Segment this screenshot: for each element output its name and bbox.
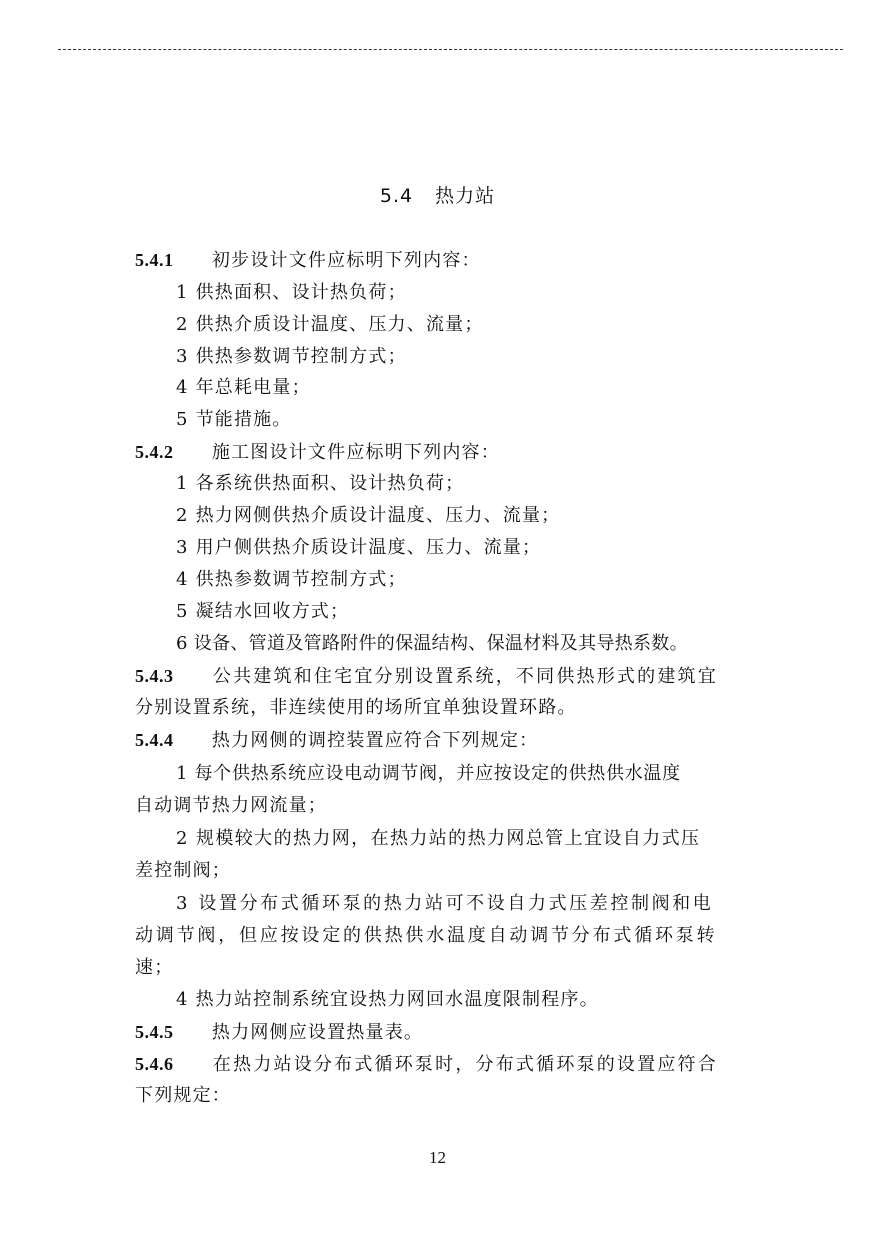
list-item-continued: 动调节阀，但应按设定的供热供水温度自动调节分布式循环泵转	[135, 925, 718, 946]
clause-5-4-5	[135, 1019, 423, 1046]
clause-5-4-2	[135, 439, 500, 466]
list-item: 1 各系统供热面积、设计热负荷；	[176, 473, 465, 494]
clause-text: 热力网侧应设置热量表。	[211, 1022, 424, 1043]
list-item: 1 供热面积、设计热负荷；	[176, 282, 407, 303]
list-item: 6 设备、管道及管路附件的保温结构、保温材料及其导热系数。	[176, 633, 688, 654]
list-item: 3 供热参数调节控制方式；	[176, 346, 407, 367]
clause-5-4-6	[135, 1051, 718, 1078]
clause-5-4-3	[135, 663, 718, 690]
section-heading	[0, 181, 875, 208]
clause-number: 5.4.3	[135, 666, 174, 686]
clause-number: 5.4.5	[135, 1022, 174, 1042]
list-item: 5 节能措施。	[176, 409, 292, 430]
section-number: 5.4	[379, 185, 414, 207]
clause-5-4-1	[135, 247, 481, 274]
clause-number: 5.4.4	[135, 730, 174, 750]
list-item: 2 规模较大的热力网，在热力站的热力网总管上宜设自力式压	[176, 828, 701, 849]
list-item: 2 热力网侧供热介质设计温度、压力、流量；	[176, 505, 561, 526]
clause-text: 在热力站设分布式循环泵时，分布式循环泵的设置应符合	[212, 1054, 718, 1075]
list-item-continued: 自动调节热力网流量；	[135, 795, 327, 816]
list-item: 3 用户侧供热介质设计温度、压力、流量；	[176, 537, 542, 558]
clause-text-continued: 下列规定：	[135, 1085, 231, 1106]
section-title: 热力站	[435, 185, 496, 207]
list-item: 3 设置分布式循环泵的热力站可不设自力式压差控制阀和电	[176, 893, 714, 914]
list-item-continued: 速；	[135, 957, 174, 978]
clause-text: 初步设计文件应标明下列内容：	[211, 250, 481, 271]
clause-text-continued: 分别设置系统，非连续使用的场所宜单独设置环路。	[135, 697, 577, 718]
clause-number: 5.4.2	[135, 442, 174, 462]
clause-5-4-4	[135, 727, 538, 754]
header-rule	[58, 49, 843, 50]
list-item: 4 热力站控制系统宜设热力网回水温度限制程序。	[176, 989, 599, 1010]
list-item: 5 凝结水回收方式；	[176, 601, 350, 622]
clause-text: 公共建筑和住宅宜分别设置系统，不同供热形式的建筑宜	[212, 666, 718, 687]
list-item: 1 每个供热系统应设电动调节阀，并应按设定的供热供水温度	[176, 763, 681, 784]
list-item: 4 供热参数调节控制方式；	[176, 569, 407, 590]
clause-number: 5.4.6	[135, 1054, 174, 1074]
list-item-continued: 差控制阀；	[135, 860, 231, 881]
page-number: 12	[429, 1148, 446, 1167]
list-item: 4 年总耗电量；	[176, 377, 311, 398]
clause-text: 热力网侧的调控装置应符合下列规定：	[211, 730, 539, 751]
clause-number: 5.4.1	[135, 250, 174, 270]
clause-text: 施工图设计文件应标明下列内容：	[211, 442, 500, 463]
list-item: 2 供热介质设计温度、压力、流量；	[176, 314, 484, 335]
